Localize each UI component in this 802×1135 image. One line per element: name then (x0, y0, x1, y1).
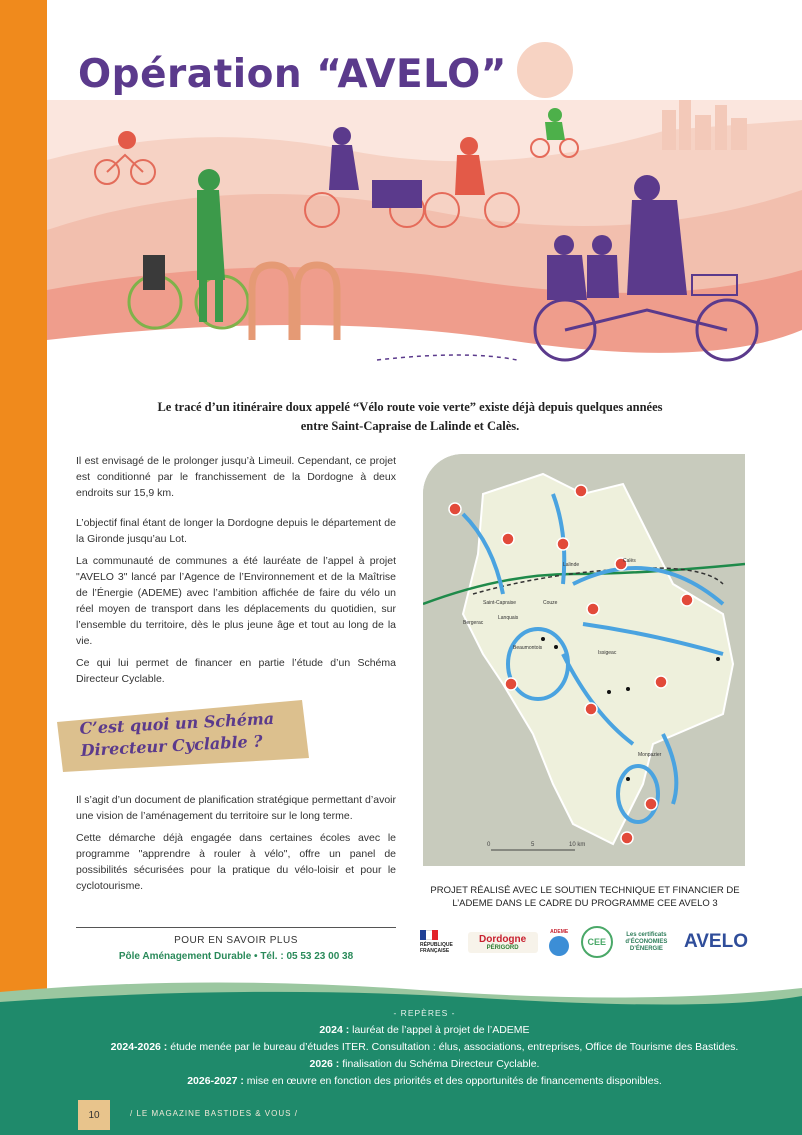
republique-francaise-logo: RÉPUBLIQUE FRANÇAISE (420, 930, 460, 954)
certificats-logo: Les certificats d’ÉCONOMIES D’ÉNERGIE (625, 931, 668, 952)
reperes-text: lauréat de l’appel à projet de l’ADEME (349, 1024, 530, 1036)
page-title: Opération “AVELO” (78, 52, 507, 97)
partner-logos (420, 922, 752, 962)
reperes-year: 2024 : (319, 1024, 350, 1036)
avelo-logo: AVELO (683, 931, 748, 952)
paragraph: Il s’agit d’un document de planification stratégique permettant d’avoir une vision de l’aménagement du territoire sur le long terme. (76, 794, 396, 822)
map-town-label: Saint-Capraise (483, 600, 517, 606)
paragraph: L’objectif final étant de longer la Dordogne depuis le département de la Gironde jusqu’au Lot. (76, 517, 396, 545)
reperes-item (47, 1022, 802, 1039)
globe-icon (549, 936, 569, 956)
more-info-title: POUR EN SAVOIR PLUS (174, 935, 298, 946)
map-town-label: Lanquais (498, 615, 519, 621)
paragraph: Ce qui lui permet de financer en partie l’étude d’un Schéma Directeur Cyclable. (76, 657, 396, 685)
reperes-year: 2026-2027 : (187, 1075, 244, 1087)
map-town-label: Couze (543, 600, 558, 606)
orange-side-band (0, 0, 47, 1135)
map-town-label: Bergerac (463, 620, 484, 626)
reperes-item (47, 1056, 802, 1073)
ademe-logo: ADEME (545, 929, 573, 956)
reperes-title: - REPÈRES - (393, 1008, 456, 1018)
map-town-label: Issigeac (598, 650, 617, 656)
paragraph: La communauté de communes a été lauréate de l’appel à projet "AVELO 3" lancé par l’Agence de l’Environnement et de la Maîtrise de l’Énergie (ADEME) avec l’ambition affichée de faire du vélo un réel moyen de transport dans les déplacements du quotidien, sur l’ensemble du territoire, dès le plus jeune âge et tout au long de la vie. (76, 555, 396, 647)
intro-line-2: entre Saint-Capraise de Lalinde et Calès. (300, 419, 520, 433)
magazine-name: / LE MAGAZINE BASTIDES & VOUS / (130, 1109, 298, 1118)
support-caption (420, 884, 750, 910)
reperes-year: 2026 : (309, 1058, 340, 1070)
map-town-label: Lalinde (563, 562, 580, 568)
reperes-section (47, 1005, 802, 1090)
divider (76, 927, 396, 928)
reperes-item (47, 1039, 802, 1056)
more-info-contact: Pôle Aménagement Durable • Tél. : 05 53 23 00 38 (118, 951, 354, 962)
dordogne-perigord-logo: Dordogne PÉRIGORD (468, 932, 538, 953)
intro-line-1: Le tracé d’un itinéraire doux appelé “Vélo route voie verte” existe déjà depuis quelques années (157, 400, 663, 414)
answer-column (76, 792, 396, 894)
map-graphic (423, 454, 745, 866)
map-town-label: Calès (623, 558, 636, 564)
reperes-text: étude menée par le bureau d’études ITER. Consultation : élus, associations, entreprises, Office de Tourisme des Bastides. (167, 1041, 739, 1053)
intro-text (110, 398, 710, 436)
paragraph: Cette démarche déjà engagée dans certaines écoles avec le programme "apprendre à rouler à vélo", offre un panel de possibilités sécurisées pour la pratique du vélo-loisir et pour le cyclotourisme. (76, 832, 396, 892)
map-town-label: Beaumontois (513, 645, 543, 651)
page-number: 10 (78, 1100, 110, 1130)
main-column-top (76, 453, 396, 687)
paragraph: Il est envisagé de le prolonger jusqu’à Limeuil. Cependant, ce projet est conditionné par le franchissement de la Dordogne à deux endroits sur 15,9 km. (76, 455, 396, 499)
reperes-year: 2024-2026 : (110, 1041, 168, 1053)
map-scale-label: 0 (487, 842, 491, 848)
cee-logo: CEE (581, 926, 613, 958)
reperes-text: finalisation du Schéma Directeur Cyclable. (339, 1058, 540, 1070)
caption-line-2: L’ADEME DANS LE CADRE DU PROGRAMME CEE AVELO 3 (452, 898, 718, 909)
route-map (423, 454, 745, 866)
map-scale-label: 10 km (569, 842, 586, 848)
map-town-label: Monpazier (638, 752, 662, 758)
map-scale-label: 5 (531, 842, 535, 848)
callout-line-2: Directeur Cyclable ? (80, 731, 264, 760)
callout-line-1: C’est quoi un Schéma (79, 708, 275, 739)
reperes-text: mise en œuvre en fonction des priorités et des opportunités de financements disponibles. (243, 1075, 662, 1087)
reperes-item (47, 1073, 802, 1090)
caption-line-1: PROJET RÉALISÉ AVEC LE SOUTIEN TECHNIQUE ET FINANCIER DE (430, 885, 740, 896)
sun-shape (517, 42, 573, 98)
